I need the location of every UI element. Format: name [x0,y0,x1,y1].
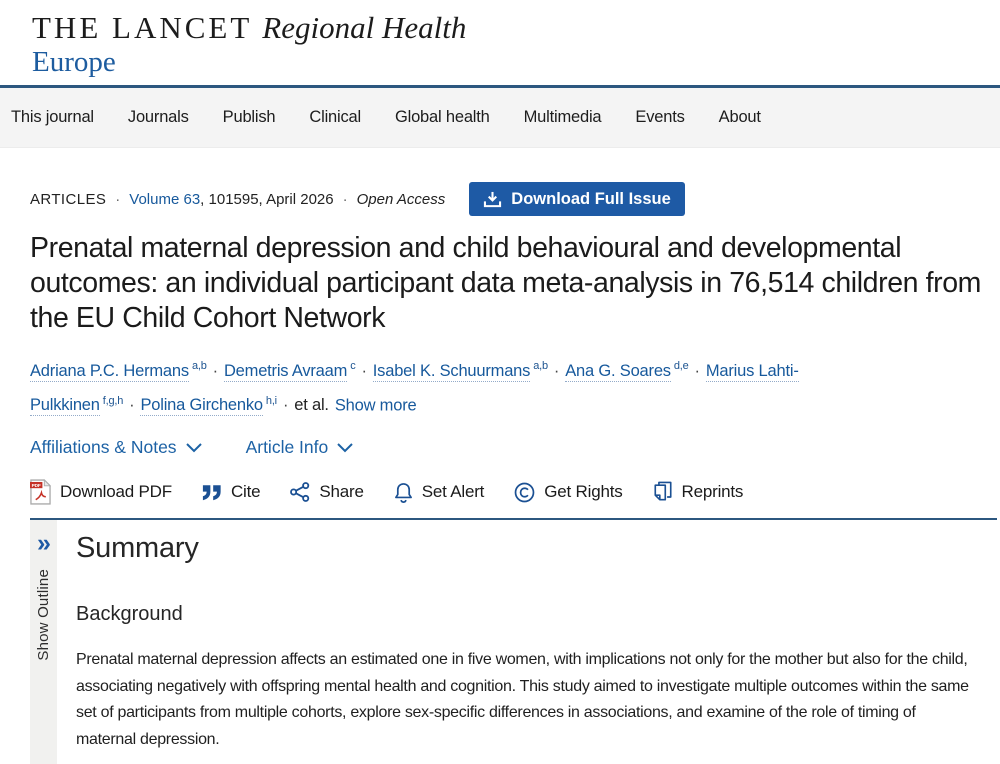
nav-item-global-health[interactable]: Global health [394,108,490,126]
bell-icon [394,482,413,503]
nav-item-journals[interactable]: Journals [127,108,189,126]
download-icon [483,191,502,208]
set-alert-label: Set Alert [421,482,485,501]
expand-outline-icon[interactable]: » [37,529,50,557]
download-pdf-button[interactable] [30,479,172,505]
download-full-issue-button[interactable] [469,182,685,216]
article-title: Prenatal maternal depression and child behavioural and developmental outcomes: an individual participant data meta-analysis in 76,514 children from the EU Child Cohort Network [30,232,982,334]
reprints-pages-icon [653,481,673,503]
cite-button[interactable] [202,482,260,502]
copyright-icon [514,482,535,503]
pdf-icon-label: PDF [31,484,41,490]
issue-info: , 101595, April 2026 [200,190,334,208]
journal-logo[interactable] [32,10,1000,46]
get-rights-label: Get Rights [544,482,623,501]
author-link[interactable]: Polina Girchenko [140,396,263,414]
logo-regional-health-text[interactable]: Regional Health [262,10,467,45]
author [224,362,356,380]
author-list [30,351,938,420]
download-pdf-label: Download PDF [60,482,172,501]
pdf-file-icon [30,479,51,505]
logo-lancet-text[interactable]: THE LANCET [32,10,253,45]
author-separator: · [361,361,367,380]
article-action-toolbar [30,479,970,505]
author-affiliation-sup: c [350,360,356,372]
author [30,362,207,380]
main-navigation [0,88,1000,148]
author-link[interactable]: Isabel K. Schuurmans [372,361,531,380]
nav-item-clinical[interactable]: Clinical [309,108,361,126]
article-meta-row [30,182,970,216]
meta-separator: · [342,190,348,208]
affiliations-notes-label: Affiliations & Notes [30,437,177,457]
author-affiliation-sup: h,i [265,394,277,407]
author-separator: · [129,396,135,414]
summary-section [57,520,974,764]
share-button[interactable] [290,482,363,502]
author-separator: · [212,361,218,380]
reprints-button[interactable] [653,481,744,503]
chevron-down-icon [337,443,353,453]
cite-label: Cite [230,482,261,501]
chevron-down-icon [186,443,202,453]
et-al-label: et al. [294,396,329,414]
background-subheading: Background [76,603,183,625]
summary-heading: Summary [76,532,199,564]
expandable-links-row [30,437,970,458]
meta-separator: · [115,190,121,208]
nav-item-publish[interactable]: Publish [222,108,276,126]
author [140,396,276,414]
nav-item-this-journal[interactable]: This journal [11,108,94,126]
author-link[interactable]: Adriana P.C. Hermans [30,361,189,380]
share-icon [290,482,310,502]
get-rights-button[interactable] [514,482,622,503]
author-link[interactable]: Marius Lahti-Pulkkinen [30,361,799,414]
show-outline-label[interactable]: Show Outline [35,569,52,661]
author-affiliation-sup: a,b [191,360,207,372]
show-more-authors-link[interactable]: Show more [334,396,417,414]
share-label: Share [319,482,364,501]
author-affiliation-sup: f,g,h [102,394,124,407]
affiliations-notes-toggle[interactable] [30,437,202,458]
logo-europe-text[interactable]: Europe [32,46,116,78]
author-affiliation-sup: d,e [673,360,689,372]
article-info-toggle[interactable] [246,437,354,458]
article-category-label: ARTICLES [30,190,107,208]
author [565,362,688,380]
author-link[interactable]: Demetris Avraam [223,361,348,380]
author-separator: · [694,361,700,380]
volume-link[interactable]: Volume 63 [129,190,201,208]
open-access-label: Open Access [356,190,446,208]
author [373,362,548,380]
reprints-label: Reprints [681,482,744,501]
nav-item-about[interactable]: About [718,108,761,126]
nav-item-multimedia[interactable]: Multimedia [523,108,602,126]
article-body [30,520,970,764]
nav-item-events[interactable]: Events [635,108,685,126]
background-paragraph: Prenatal maternal depression affects an estimated one in five women, with implications not only for the mother but also for the child, associating negatively with offspring mental health and cognition. This study aimed to investigate multiple outcomes within the same set of participants from multiple cohorts, explore sex-specific differences in associations, and examine of the role of timing of maternal depression. [76,651,969,748]
download-full-issue-label: Download Full Issue [511,189,671,208]
journal-header [0,0,1000,85]
set-alert-button[interactable] [394,482,484,503]
author-separator: · [553,361,560,380]
author-link[interactable]: Ana G. Soares [565,361,671,380]
author-separator: · [282,396,289,414]
article-info-label: Article Info [245,437,329,457]
author-affiliation-sup: a,b [533,360,548,372]
outline-sidebar[interactable] [30,520,57,764]
cite-quote-icon [202,484,222,501]
